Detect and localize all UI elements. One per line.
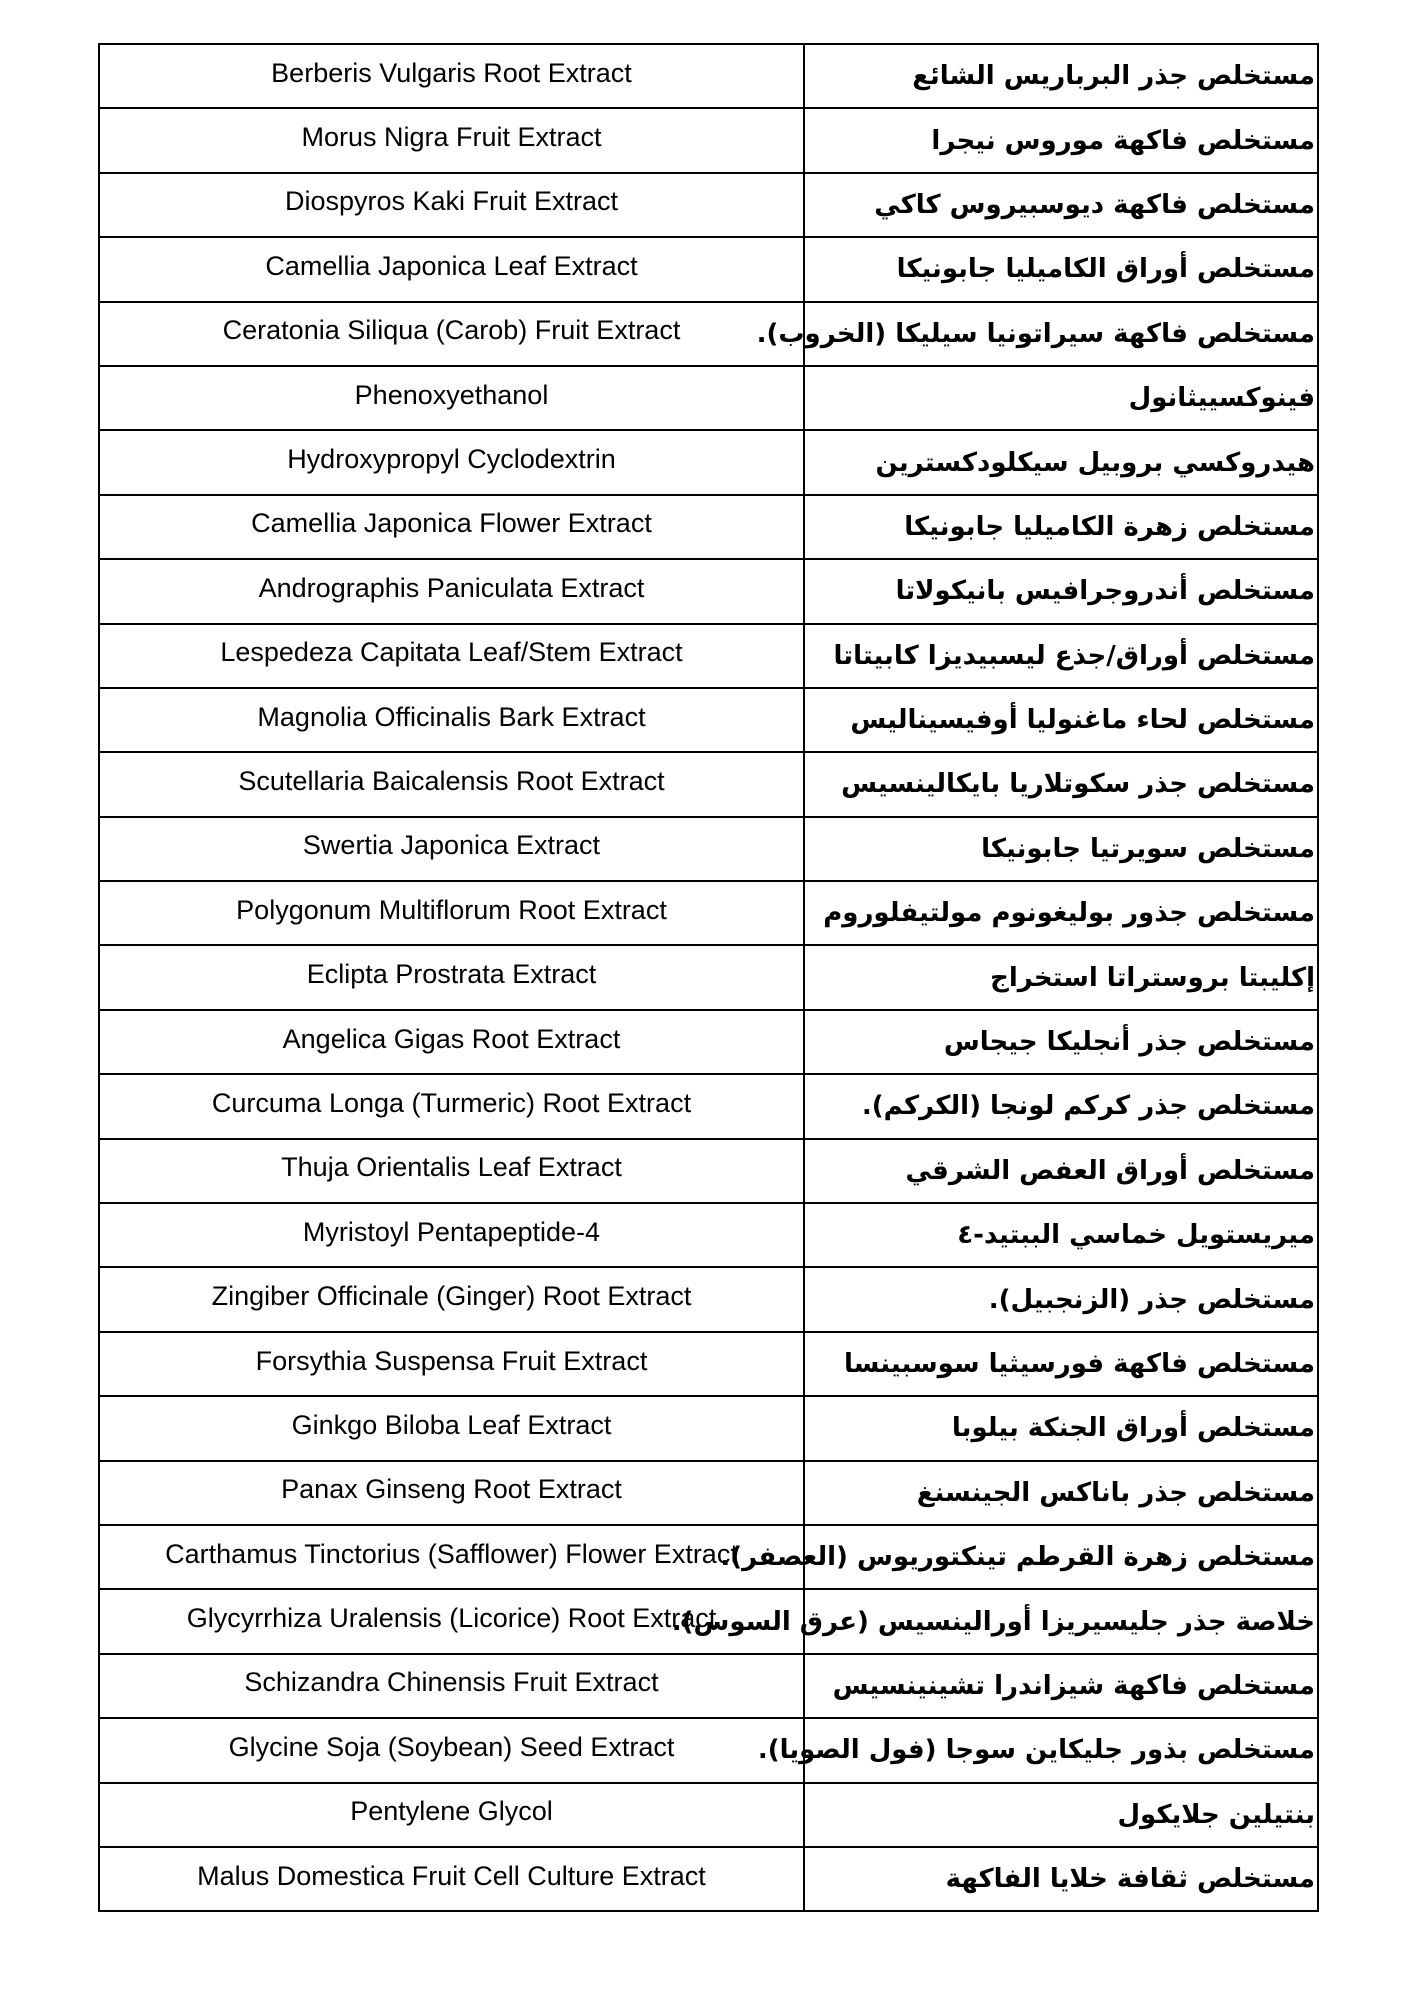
ingredient-name-english: Polygonum Multiflorum Root Extract <box>99 881 804 945</box>
ingredient-name-arabic: مستخلص أندروجرافيس بانيكولاتا <box>804 559 1318 623</box>
table-row <box>99 1267 1318 1331</box>
ingredient-name-arabic: مستخلص أوراق/جذع ليسبيديزا كابيتاتا <box>804 624 1318 688</box>
ingredient-name-arabic: فينوكسييثانول <box>804 366 1318 430</box>
ingredient-name-english: Panax Ginseng Root Extract <box>99 1461 804 1525</box>
ingredient-name-arabic: مستخلص أوراق العفص الشرقي <box>804 1139 1318 1203</box>
ingredient-name-arabic: إكليبتا بروستراتا استخراج <box>804 945 1318 1009</box>
ingredient-name-english: Thuja Orientalis Leaf Extract <box>99 1139 804 1203</box>
table-row <box>99 1396 1318 1460</box>
ingredient-name-english: Pentylene Glycol <box>99 1783 804 1847</box>
table-row <box>99 1525 1318 1589</box>
ingredient-name-english: Swertia Japonica Extract <box>99 817 804 881</box>
ingredient-name-english: Malus Domestica Fruit Cell Culture Extract <box>99 1847 804 1911</box>
table-row <box>99 237 1318 301</box>
ingredient-name-arabic: بنتيلين جلايكول <box>804 1783 1318 1847</box>
ingredient-name-arabic: مستخلص فاكهة ديوسبيروس كاكي <box>804 173 1318 237</box>
table-row <box>99 1783 1318 1847</box>
table-row <box>99 366 1318 430</box>
ingredient-name-english: Carthamus Tinctorius (Safflower) Flower Extract <box>99 1525 804 1589</box>
ingredient-name-english: Forsythia Suspensa Fruit Extract <box>99 1332 804 1396</box>
ingredient-name-english: Ginkgo Biloba Leaf Extract <box>99 1396 804 1460</box>
ingredient-name-english: Angelica Gigas Root Extract <box>99 1010 804 1074</box>
ingredients-table-body <box>99 44 1318 1911</box>
table-row <box>99 1461 1318 1525</box>
ingredient-name-arabic: مستخلص جذر باناكس الجينسنغ <box>804 1461 1318 1525</box>
ingredient-name-arabic: مستخلص جذر أنجليكا جيجاس <box>804 1010 1318 1074</box>
ingredient-name-english: Berberis Vulgaris Root Extract <box>99 44 804 108</box>
ingredient-name-english: Ceratonia Siliqua (Carob) Fruit Extract <box>99 302 804 366</box>
table-row <box>99 495 1318 559</box>
ingredient-name-english: Curcuma Longa (Turmeric) Root Extract <box>99 1074 804 1138</box>
table-row <box>99 624 1318 688</box>
ingredient-name-english: Glycine Soja (Soybean) Seed Extract <box>99 1718 804 1782</box>
table-row <box>99 559 1318 623</box>
table-row <box>99 1718 1318 1782</box>
ingredient-name-english: Hydroxypropyl Cyclodextrin <box>99 430 804 494</box>
table-row <box>99 752 1318 816</box>
ingredient-name-arabic: مستخلص فاكهة سيراتونيا سيليكا (الخروب). <box>804 302 1318 366</box>
ingredient-name-english: Glycyrrhiza Uralensis (Licorice) Root Extract <box>99 1589 804 1653</box>
table-row <box>99 44 1318 108</box>
ingredient-name-arabic: مستخلص زهرة القرطم تينكتوريوس (العصفر). <box>804 1525 1318 1589</box>
table-row <box>99 688 1318 752</box>
ingredient-name-arabic: مستخلص أوراق الكاميليا جابونيكا <box>804 237 1318 301</box>
table-row <box>99 1654 1318 1718</box>
ingredient-name-arabic: مستخلص فاكهة شيزاندرا تشينينسيس <box>804 1654 1318 1718</box>
ingredient-name-english: Zingiber Officinale (Ginger) Root Extract <box>99 1267 804 1331</box>
ingredient-name-arabic: مستخلص سويرتيا جابونيكا <box>804 817 1318 881</box>
ingredient-name-arabic: مستخلص جذر كركم لونجا (الكركم). <box>804 1074 1318 1138</box>
ingredient-name-arabic: مستخلص لحاء ماغنوليا أوفيسيناليس <box>804 688 1318 752</box>
table-row <box>99 945 1318 1009</box>
ingredient-name-arabic: مستخلص جذور بوليغونوم مولتيفلوروم <box>804 881 1318 945</box>
ingredient-name-arabic: مستخلص جذر (الزنجبيل). <box>804 1267 1318 1331</box>
ingredient-name-arabic: مستخلص زهرة الكاميليا جابونيكا <box>804 495 1318 559</box>
ingredient-name-arabic: مستخلص فاكهة موروس نيجرا <box>804 108 1318 172</box>
ingredient-name-english: Eclipta Prostrata Extract <box>99 945 804 1009</box>
ingredient-name-english: Phenoxyethanol <box>99 366 804 430</box>
ingredient-name-english: Morus Nigra Fruit Extract <box>99 108 804 172</box>
ingredient-name-english: Diospyros Kaki Fruit Extract <box>99 173 804 237</box>
table-row <box>99 1847 1318 1911</box>
table-row <box>99 881 1318 945</box>
ingredient-name-arabic: مستخلص جذر سكوتلاريا بايكالينسيس <box>804 752 1318 816</box>
table-row <box>99 1332 1318 1396</box>
ingredient-name-arabic: هيدروكسي بروبيل سيكلودكسترين <box>804 430 1318 494</box>
table-row <box>99 108 1318 172</box>
ingredient-name-english: Lespedeza Capitata Leaf/Stem Extract <box>99 624 804 688</box>
table-row <box>99 173 1318 237</box>
ingredient-name-arabic: مستخلص بذور جليكاين سوجا (فول الصويا). <box>804 1718 1318 1782</box>
ingredients-table <box>98 43 1319 1912</box>
ingredient-name-arabic: مستخلص ثقافة خلايا الفاكهة <box>804 1847 1318 1911</box>
table-row <box>99 1203 1318 1267</box>
ingredient-name-arabic: مستخلص جذر البرباريس الشائع <box>804 44 1318 108</box>
table-row <box>99 430 1318 494</box>
table-row <box>99 302 1318 366</box>
ingredient-name-arabic: مستخلص أوراق الجنكة بيلوبا <box>804 1396 1318 1460</box>
ingredient-name-english: Magnolia Officinalis Bark Extract <box>99 688 804 752</box>
table-row <box>99 1589 1318 1653</box>
ingredient-name-english: Schizandra Chinensis Fruit Extract <box>99 1654 804 1718</box>
ingredient-name-english: Camellia Japonica Leaf Extract <box>99 237 804 301</box>
ingredient-name-arabic: مستخلص فاكهة فورسيثيا سوسبينسا <box>804 1332 1318 1396</box>
ingredient-name-english: Camellia Japonica Flower Extract <box>99 495 804 559</box>
ingredient-name-arabic: ميريستويل خماسي الببتيد-٤ <box>804 1203 1318 1267</box>
table-row <box>99 1139 1318 1203</box>
ingredient-name-english: Myristoyl Pentapeptide-4 <box>99 1203 804 1267</box>
table-row <box>99 1010 1318 1074</box>
ingredient-name-arabic: خلاصة جذر جليسيريزا أورالينسيس (عرق السوس). <box>804 1589 1318 1653</box>
ingredient-name-english: Andrographis Paniculata Extract <box>99 559 804 623</box>
ingredient-name-english: Scutellaria Baicalensis Root Extract <box>99 752 804 816</box>
table-row <box>99 1074 1318 1138</box>
table-row <box>99 817 1318 881</box>
